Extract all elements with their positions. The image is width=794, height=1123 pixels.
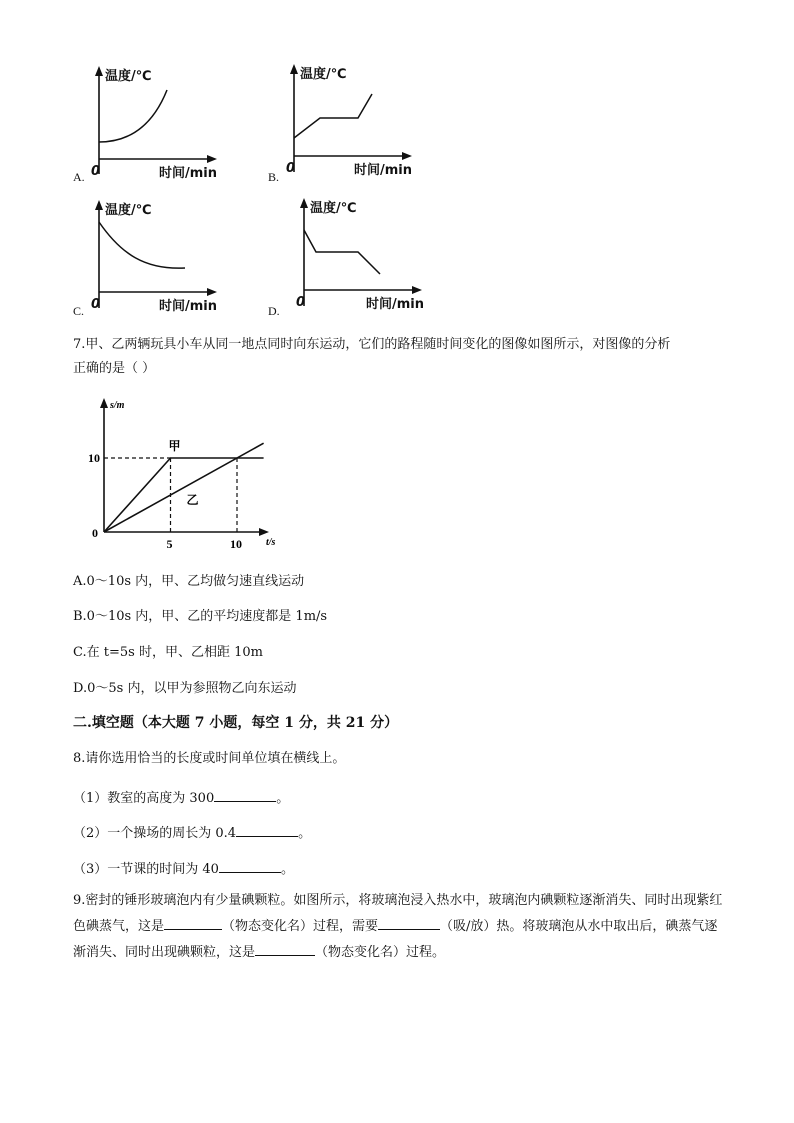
x-axis-arrow — [207, 288, 217, 296]
tick-label-origin: 0 — [92, 526, 98, 540]
y-axis-arrow — [290, 64, 298, 74]
temperature-line — [304, 230, 380, 274]
q8-item-3: （3）一节课的时间为 40 。 — [73, 858, 294, 879]
t-axis-arrow — [259, 528, 269, 536]
x-axis-arrow — [412, 286, 422, 294]
series-label-yi: 乙 — [186, 492, 199, 507]
answer-blank[interactable] — [219, 858, 281, 873]
option-a-letter: A. — [73, 170, 85, 184]
x-axis-label: 时间/min — [354, 163, 413, 178]
option-c-letter: C. — [73, 304, 85, 318]
q8-item-1: （1）教室的高度为 300 。 — [73, 787, 289, 808]
section-heading: 二.填空题（本大题 7 小题，每空 1 分，共 21 分） — [73, 715, 399, 731]
answer-blank[interactable] — [236, 822, 298, 837]
series-line-jia — [104, 458, 264, 532]
x-axis-arrow — [207, 155, 217, 163]
q7-option-d: D.0～5s 内，以甲为参照物乙向东运动 — [73, 681, 297, 696]
origin-label: 0 — [286, 161, 296, 176]
option-c-graph — [85, 196, 225, 321]
origin-label: 0 — [91, 297, 101, 312]
option-b-letter: B. — [268, 170, 280, 184]
tick-label-y10: 10 — [88, 451, 100, 465]
q8-item-2: （2）一个操场的周长为 0.4 。 — [73, 822, 311, 843]
series-line-yi — [104, 443, 264, 532]
st-chart — [82, 392, 297, 557]
q7-stem-line2: 正确的是（ ） — [73, 361, 156, 376]
s-axis-label: s/m — [110, 400, 125, 411]
option-d-letter: D. — [268, 304, 280, 318]
y-axis-arrow — [300, 198, 308, 208]
y-axis-label: 温度/℃ — [310, 201, 357, 216]
origin-label: 0 — [296, 295, 306, 310]
x-axis-label: 时间/min — [159, 166, 218, 181]
y-axis-label: 温度/℃ — [300, 67, 347, 82]
y-axis-label: 温度/℃ — [105, 203, 152, 218]
option-d-graph — [290, 194, 430, 319]
answer-blank[interactable] — [214, 787, 276, 802]
series-label-jia: 甲 — [168, 439, 181, 453]
temperature-line — [294, 94, 372, 138]
x-axis-label: 时间/min — [366, 297, 425, 312]
option-a-graph — [85, 62, 225, 187]
t-axis-label: t/s — [266, 537, 276, 548]
s-axis-arrow — [100, 398, 108, 408]
tick-label-x5: 5 — [166, 537, 173, 551]
q8-stem: 8.请你选用恰当的长度或时间单位填在横线上。 — [73, 751, 346, 766]
option-b-graph — [280, 60, 420, 185]
q7-option-a: A.0～10s 内，甲、乙均做匀速直线运动 — [73, 574, 305, 589]
answer-blank[interactable] — [164, 915, 222, 930]
x-axis-label: 时间/min — [159, 299, 218, 314]
answer-blank[interactable] — [255, 941, 315, 956]
q9-paragraph: 9.密封的锤形玻璃泡内有少量碘颗粒。如图所示，将玻璃泡浸入热水中，玻璃泡内碘颗粒逐渐消失、同时出现紫红色碘蒸气，这是 （物态变化名）过程，需要 （吸/放）热。将玻璃泡从水中取出后，碘蒸气逐渐消失、同时出现碘颗粒，这是 （物态变化名）过程。 — [73, 893, 723, 960]
answer-blank[interactable] — [378, 915, 440, 930]
q7-stem-line1: 7.甲、乙两辆玩具小车从同一地点同时向东运动，它们的路程随时间变化的图像如图所示，对图像的分析 — [73, 337, 671, 352]
temperature-curve — [99, 90, 167, 142]
origin-label: 0 — [91, 164, 101, 179]
y-axis-arrow — [95, 200, 103, 210]
x-axis-arrow — [402, 152, 412, 160]
temperature-curve — [99, 222, 185, 268]
y-axis-label: 温度/℃ — [105, 69, 152, 84]
y-axis-arrow — [95, 66, 103, 76]
q7-option-b: B.0～10s 内，甲、乙的平均速度都是 1m/s — [73, 609, 328, 624]
q7-option-c: C.在 t=5s 时，甲、乙相距 10m — [73, 645, 263, 660]
tick-label-x10: 10 — [230, 537, 242, 551]
